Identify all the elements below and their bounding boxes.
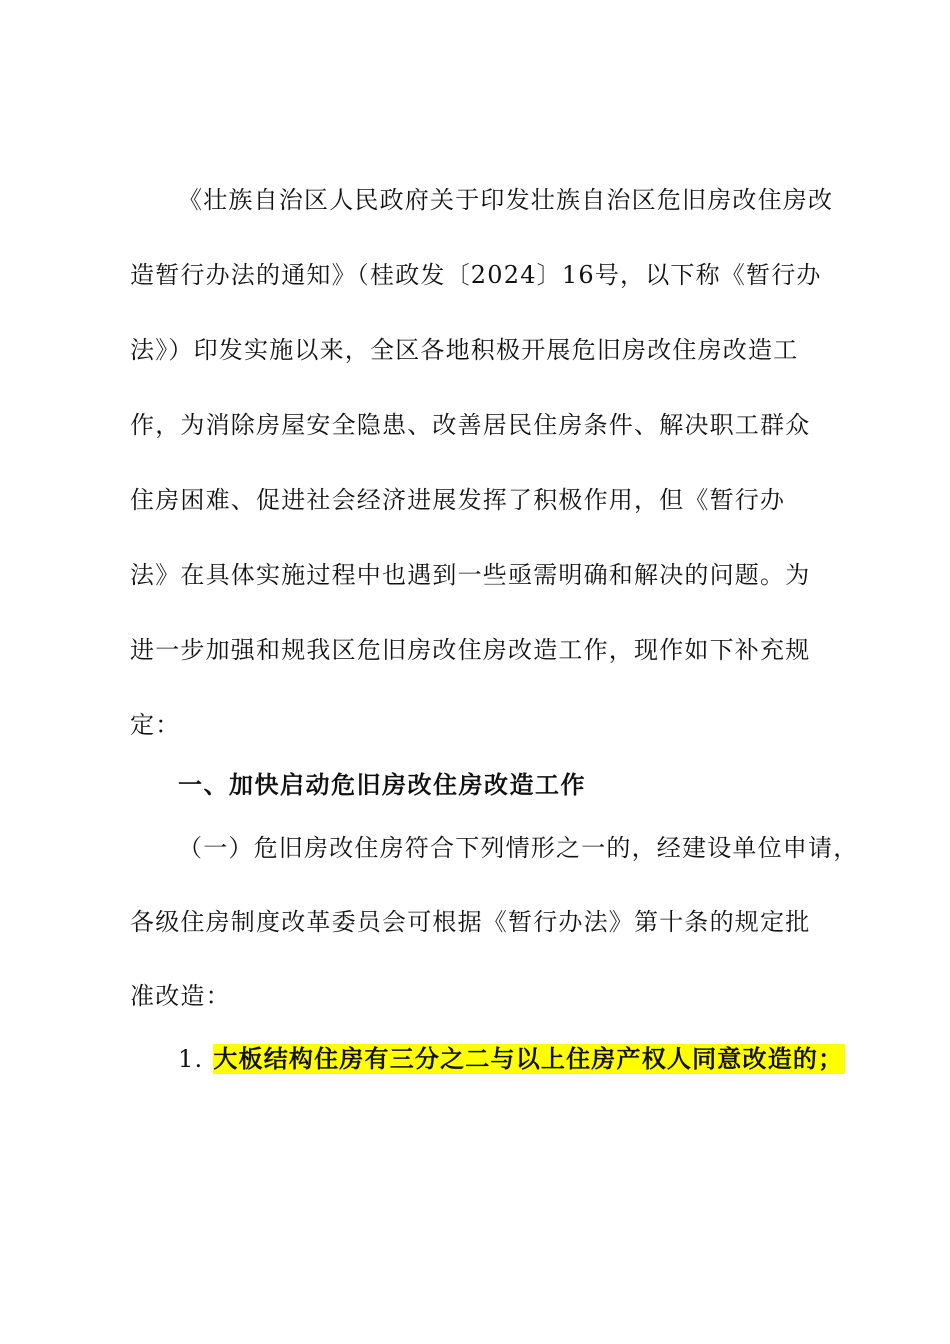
paragraph-1-line-8: 定： (130, 711, 181, 739)
section-heading: 一、加快启动危旧房改住房改造工作 (178, 771, 586, 799)
paragraph-2-line-1: （一）危旧房改住房符合下列情形之一的，经建设单位申请， (178, 834, 859, 862)
list-item-number: 1. (178, 1045, 204, 1073)
highlighted-text: 大板结构住房有三分之二与以上住房产权人同意改造的； (213, 1045, 844, 1073)
paragraph-1-line-2: 造暂行办法的通知》（桂政发〔2024〕16号，以下称《暂行办 (130, 261, 822, 289)
paragraph-1-line-7: 进一步加强和规我区危旧房改住房改造工作，现作如下补充规 (130, 636, 811, 664)
paragraph-2-line-2: 各级住房制度改革委员会可根据《暂行办法》第十条的规定批 (130, 908, 811, 936)
paragraph-2-line-3: 准改造： (130, 982, 231, 1010)
paragraph-1-line-6: 法》在具体实施过程中也遇到一些亟需明确和解决的问题。为 (130, 561, 811, 589)
paragraph-1-line-3: 法》）印发实施以来，全区各地积极开展危旧房改住房改造工 (130, 336, 799, 364)
paragraph-1-line-1: 《壮族自治区人民政府关于印发壮族自治区危旧房改住房改 (178, 186, 834, 214)
list-item-1 (178, 1043, 845, 1075)
paragraph-1-line-4: 作，为消除房屋安全隐患、改善居民住房条件、解决职工群众 (130, 411, 811, 439)
paragraph-1-line-5: 住房困难、促进社会经济进展发挥了积极作用，但《暂行办 (130, 486, 786, 514)
